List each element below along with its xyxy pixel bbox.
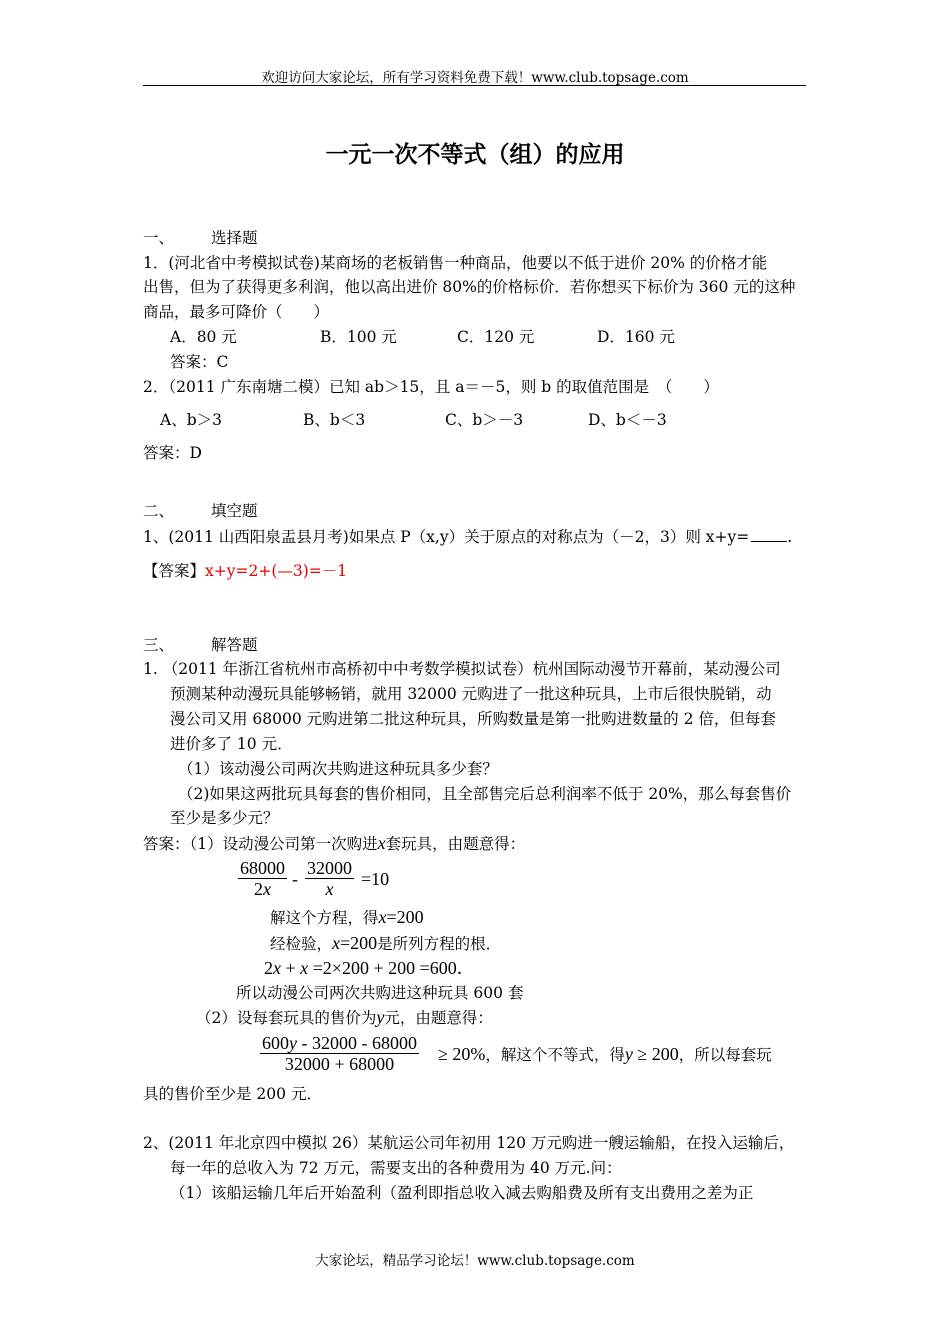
eq2-ge: ≥ 200: [632, 1044, 679, 1064]
sum-var1: x: [273, 958, 281, 978]
s3-q1-sub2-line1: （2)如果这两批玩具每套的售价相同，且全部售完后总利润率不低于 20%，那么每套售价: [178, 785, 792, 803]
eq2-tail: [438, 1044, 772, 1065]
sum-rest: =2×200 + 200 =600: [308, 958, 457, 978]
s3-conclusion1: 所以动漫公司两次共购进这种玩具 600 套: [236, 984, 524, 1002]
s3-sum-line: [264, 958, 475, 978]
ans-intro-text: 答案：（1）设动漫公司第一次购进: [143, 835, 378, 853]
s3-q1-answer-intro: [143, 833, 525, 854]
s1-q2-option-c: C、b＞－3: [445, 411, 524, 429]
sum-var2: x: [300, 958, 309, 978]
eq2-text2: ，所以每套玩: [678, 1046, 772, 1064]
eq1-numerator-2: 32000: [307, 858, 352, 878]
s2-answer-value: x+y=2+(—3)=－1: [205, 562, 348, 580]
eq2-numerator: [260, 1033, 419, 1054]
header-rule: [143, 85, 806, 86]
part2-text: （2）设每套玩具的售价为: [196, 1009, 377, 1027]
eq2-rhs: ≥ 20%: [438, 1044, 486, 1064]
eq2-text: ，解这个不等式，得: [485, 1046, 625, 1064]
var-x: x: [377, 833, 386, 853]
s3-q2-line2: 每一年的总收入为 72 万元，需要支出的各种费用为 40 万元.问：: [170, 1159, 622, 1177]
s3-q1-line1: 1. （2011 年浙江省杭州市高桥初中中考数学模拟试卷）杭州国际动漫节开幕前，某动漫公司: [143, 660, 781, 678]
eq2-var: y: [624, 1044, 633, 1064]
part2-var: y: [376, 1007, 385, 1027]
check-text2: 是所列方程的根．: [377, 935, 502, 953]
eq1-den1-coef: 2: [254, 879, 263, 899]
s2-answer-label: 【答案】: [143, 562, 206, 580]
s3-q1-line3: 漫公司又用 68000 元购进第二批这种玩具，所购数量是第一批购进数量的 2 倍，但每套: [170, 710, 776, 728]
s2-q1-line1: [143, 527, 792, 547]
page-footer: 大家论坛，精品学习论坛！www.club.topsage.com: [315, 1253, 635, 1269]
eq1-denominator-2: x: [325, 879, 334, 899]
s1-q2-line1: 2．（2011 广东南塘二模）已知 ab＞15，且 a＝－5，则 b 的取值范围是 （ ）: [143, 378, 719, 396]
sum-plus: +: [281, 958, 301, 978]
page-header: 欢迎访问大家论坛，所有学习资料免费下载！www.club.topsage.com: [261, 70, 689, 86]
s2-q1-text: 1、(2011 山西阳泉盂县月考)如果点 P（x,y）关于原点的对称点为（－2，3）则 x+y=: [143, 528, 750, 546]
s1-q1-option-c: C．120 元: [457, 328, 535, 346]
eq1-rhs: =10: [361, 869, 390, 889]
s1-q1-line1: 1．(河北省中考模拟试卷)某商场的老板销售一种商品，他要以不低于进价 20% 的价格才能: [143, 254, 768, 272]
s3-solve-line: [270, 907, 424, 928]
eq1-denominator-1: [238, 879, 287, 899]
section3-number: 三、: [143, 636, 175, 654]
eq1-fraction-2: [305, 858, 354, 899]
solve-text: 解这个方程，得: [270, 909, 379, 927]
eq2-fraction: [260, 1033, 419, 1074]
s3-q1-line2: 预测某种动漫玩具能够畅销，就用 32000 元购进了一批这种玩具，上市后很快脱销，动: [170, 685, 772, 703]
s1-q1-line3: 商品，最多可降价（ ）: [143, 303, 330, 321]
s3-q1-sub1: （1）该动漫公司两次共购进这种玩具多少套？: [178, 760, 498, 778]
eq1-numerator-1: 68000: [240, 858, 285, 878]
part2-text2: 元，由题意得：: [384, 1009, 493, 1027]
check-value: =200: [340, 933, 378, 953]
sum-end: ．: [456, 958, 475, 978]
section2-number: 二、: [143, 502, 175, 520]
s1-q2-option-a: A、b＞3: [160, 411, 222, 429]
eq2-num-var: y: [289, 1033, 297, 1053]
s3-q1-sub2-line2: 至少是多少元？: [170, 809, 279, 827]
section1-heading: 选择题: [211, 229, 258, 247]
s1-q1-answer: 答案：C: [170, 353, 229, 371]
section1-number: 一、: [143, 229, 175, 247]
eq1-minus: -: [292, 869, 298, 889]
s3-q2-line1: 2、(2011 年北京四中模拟 26）某航运公司年初用 120 万元购进一艘运输船，在投入运输后，: [143, 1134, 795, 1152]
s1-q1-option-a: A．80 元: [170, 328, 237, 346]
eq2-num-rest: - 32000 - 68000: [297, 1033, 417, 1053]
s1-q1-option-d: D．160 元: [597, 328, 675, 346]
eq1-den1-var: x: [263, 879, 271, 899]
document-title: 一元一次不等式（组）的应用: [325, 141, 625, 168]
eq2-num-coef: 600: [262, 1033, 289, 1053]
s1-q2-answer: 答案：D: [143, 444, 202, 462]
s2-q1-answer: [143, 561, 347, 581]
ans-intro-text2: 套玩具，由题意得：: [385, 835, 526, 853]
s1-q1-line2: 出售，但为了获得更多利润，他以高出进价 80%的价格标价．若你想买下标价为 360 元的这种: [143, 278, 796, 296]
section3-heading: 解答题: [211, 636, 258, 654]
solve-var: x: [378, 907, 387, 927]
check-var: x: [332, 933, 341, 953]
s1-q2-option-d: D、b＜－3: [588, 411, 667, 429]
s3-q1-line4: 进价多了 10 元．: [170, 735, 293, 753]
solve-value: =200: [386, 907, 424, 927]
s1-q2-option-b: B、b＜3: [303, 411, 366, 429]
s2-q1-end: .: [787, 528, 793, 546]
s3-part2-line: [196, 1007, 493, 1028]
check-text: 经检验，: [270, 935, 333, 953]
sum-coef: 2: [264, 958, 273, 978]
s1-q1-option-b: B．100 元: [320, 328, 397, 346]
answer-blank: [751, 527, 787, 542]
s3-conclusion2: 具的售价至少是 200 元．: [143, 1085, 322, 1103]
eq2-denominator: 32000 + 68000: [284, 1054, 395, 1074]
section2-heading: 填空题: [211, 502, 258, 520]
s3-check-line: [270, 933, 501, 954]
eq1-fraction-1: [238, 858, 287, 899]
s3-q2-line3: （1）该船运输几年后开始盈利（盈利即指总收入减去购船费及所有支出费用之差为正: [170, 1184, 754, 1202]
